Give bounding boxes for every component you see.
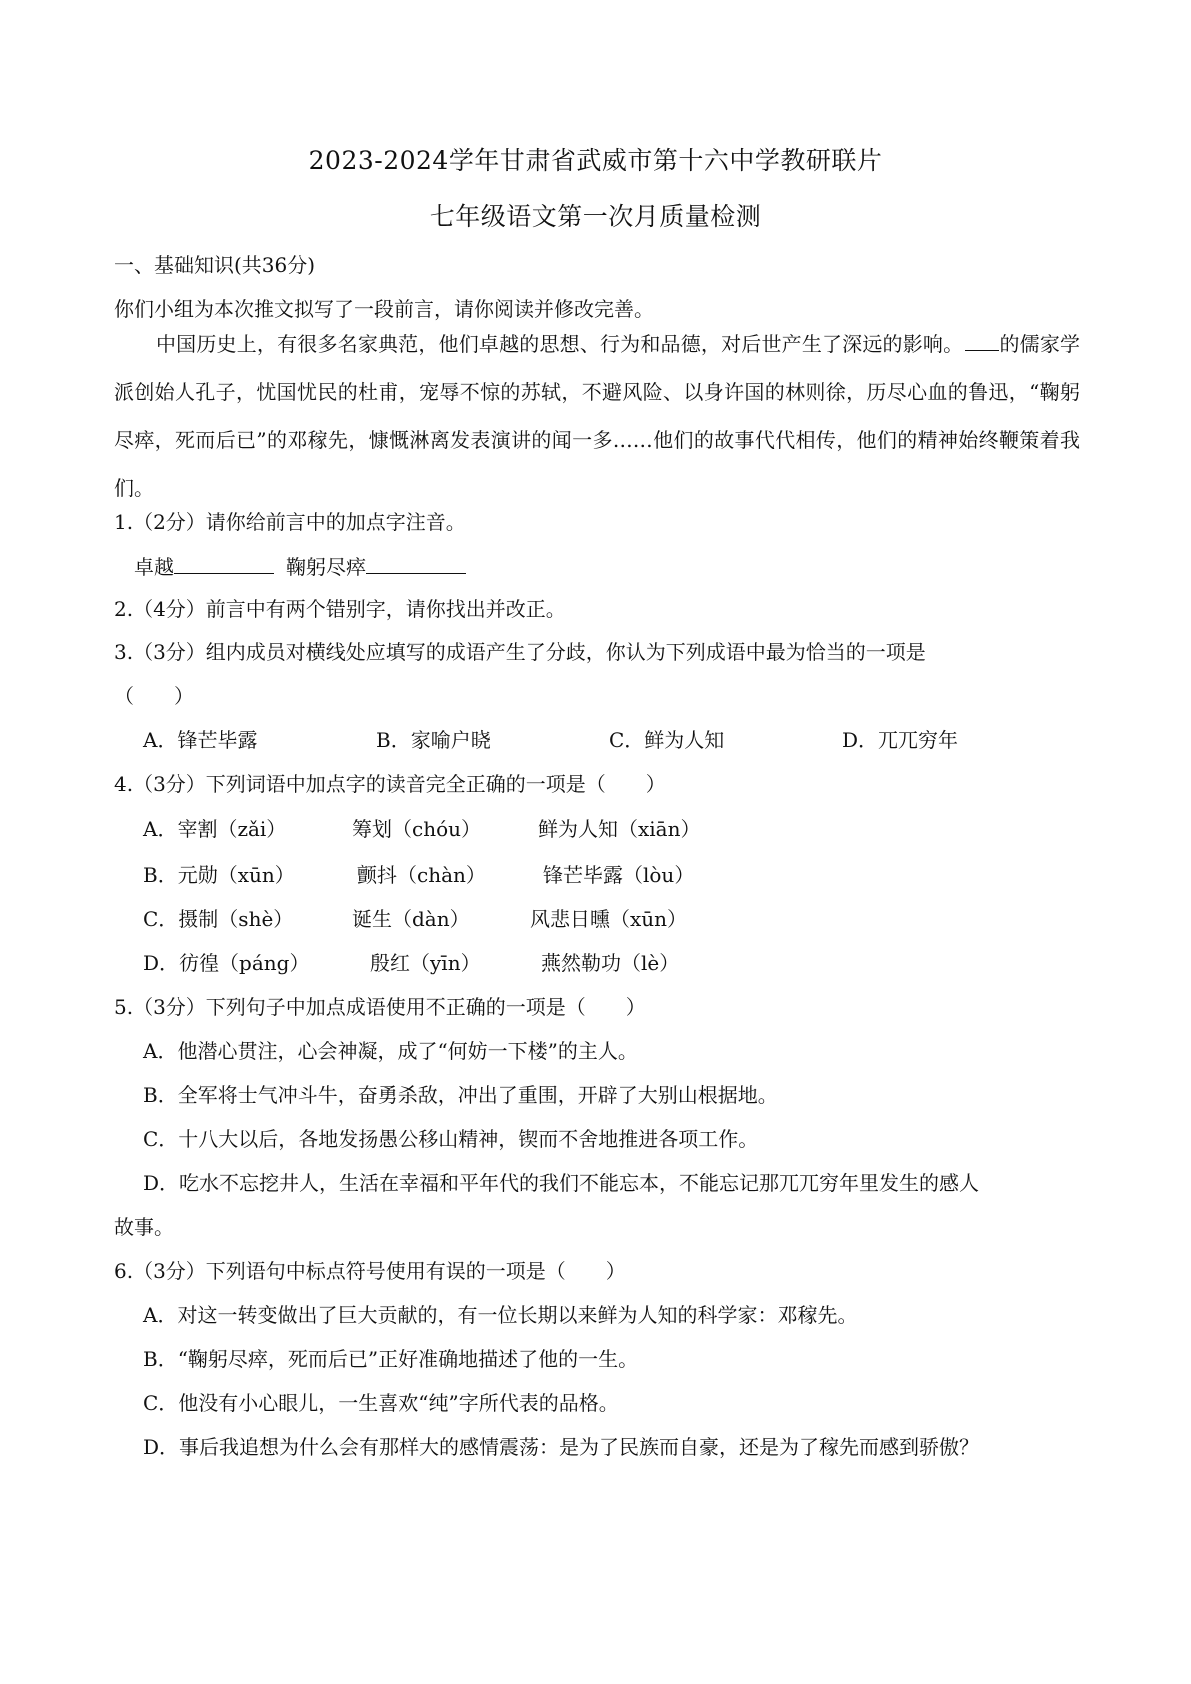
q3-option-c: C．鲜为人知: [609, 728, 725, 752]
q4-c-item1: C．摄制（shè）: [143, 907, 294, 931]
q3-stem: 3.（3分）组内成员对横线处应填写的成语产生了分歧，你认为下列成语中最为恰当的一项是: [114, 640, 926, 664]
q6-option-c: C．他没有小心眼儿，一生喜欢“纯”字所代表的品格。: [143, 1391, 619, 1415]
exam-title-line2: 七年级语文第一次月质量检测: [429, 202, 762, 231]
q4-a-item1: A．宰割（zǎi）: [143, 817, 287, 841]
exam-title-line1: 2023-2024学年甘肃省武威市第十六中学教研联片: [308, 146, 883, 175]
q4-a-item2: 筹划（chóu）: [352, 817, 482, 841]
q5-option-c: C．十八大以后，各地发扬愚公移山精神，锲而不舍地推进各项工作。: [143, 1127, 759, 1151]
q4-b-item2: 颤抖（chàn）: [357, 863, 486, 887]
q6-option-a: A．对这一转变做出了巨大贡献的，有一位长期以来鲜为人知的科学家：邓稼先。: [143, 1303, 858, 1327]
preface-paragraph: [114, 320, 1080, 512]
q3-paren: （ ）: [114, 684, 194, 708]
q5-option-d-line2: 故事。: [114, 1215, 174, 1239]
q4-b-item3: 锋芒毕露（lòu）: [543, 863, 695, 887]
q1-stem: 1.（2分）请你给前言中的加点字注音。: [114, 510, 466, 534]
q5-option-d-line1: D．吃水不忘挖井人，生活在幸福和平年代的我们不能忘本，不能忘记那兀兀穷年里发生的感人: [143, 1171, 980, 1195]
q4-a-item3: 鲜为人知（xiān）: [538, 817, 701, 841]
q3-option-b: B．家喻户晓: [376, 728, 491, 752]
q3-option-d: D．兀兀穷年: [842, 728, 959, 752]
q2-stem: 2.（4分）前言中有两个错别字，请你找出并改正。: [114, 597, 566, 621]
q1-blank1: [174, 551, 274, 574]
q4-d-item3: 燕然勒功（lè）: [541, 951, 680, 975]
q4-stem: 4.（3分）下列词语中加点字的读音完全正确的一项是（ ）: [114, 772, 666, 796]
idiom-fill-blank: [965, 330, 999, 351]
q3-option-a: A．锋芒毕露: [143, 728, 258, 752]
q6-option-d: D．事后我追想为什么会有那样大的感情震荡：是为了民族而自豪，还是为了稼先而感到骄傲？: [143, 1435, 980, 1459]
preface-part1: 中国历史上，有很多名家典范，他们卓越的思想、行为和品德，对后世产生了深远的影响。: [156, 332, 964, 356]
preface-part2: 的儒家学派创始人孔子，忧国忧民的杜甫，宠辱不惊的苏轼，不避风险、以身许国的林则徐，历尽心血的鲁迅，“鞠躬尽瘁，死而后已”的邓稼先，慷慨淋离发表演讲的闻一多……他们的故事代代相传，他们的精神始终鞭策着我们。: [114, 332, 1081, 500]
q4-c-item3: 风悲日曛（xūn）: [530, 907, 688, 931]
q5-option-a: A．他潜心贯注，心会神凝，成了“何妨一下楼”的主人。: [143, 1039, 638, 1063]
q4-d-item1: D．彷徨（páng）: [143, 951, 310, 975]
q4-c-item2: 诞生（dàn）: [352, 907, 470, 931]
q4-d-item2: 殷红（yīn）: [370, 951, 481, 975]
q6-option-b: B．“鞠躬尽瘁，死而后已”正好准确地描述了他的一生。: [143, 1347, 639, 1371]
q6-stem: 6.（3分）下列语句中标点符号使用有误的一项是（ ）: [114, 1259, 626, 1283]
section-intro: 你们小组为本次推文拟写了一段前言，请你阅读并修改完善。: [114, 297, 654, 321]
q1-word2: 鞠躬尽瘁: [286, 555, 366, 579]
q1-blank2: [366, 551, 466, 574]
q5-option-b: B．全军将士气冲斗牛，奋勇杀敌，冲出了重围，开辟了大别山根据地。: [143, 1083, 778, 1107]
section-heading: 一、基础知识(共36分): [114, 253, 316, 277]
q1-word1: 卓越: [134, 555, 174, 579]
q4-b-item1: B．元勋（xūn）: [143, 863, 295, 887]
q1-answer-row: [134, 551, 466, 581]
q5-stem: 5.（3分）下列句子中加点成语使用不正确的一项是（ ）: [114, 995, 646, 1019]
